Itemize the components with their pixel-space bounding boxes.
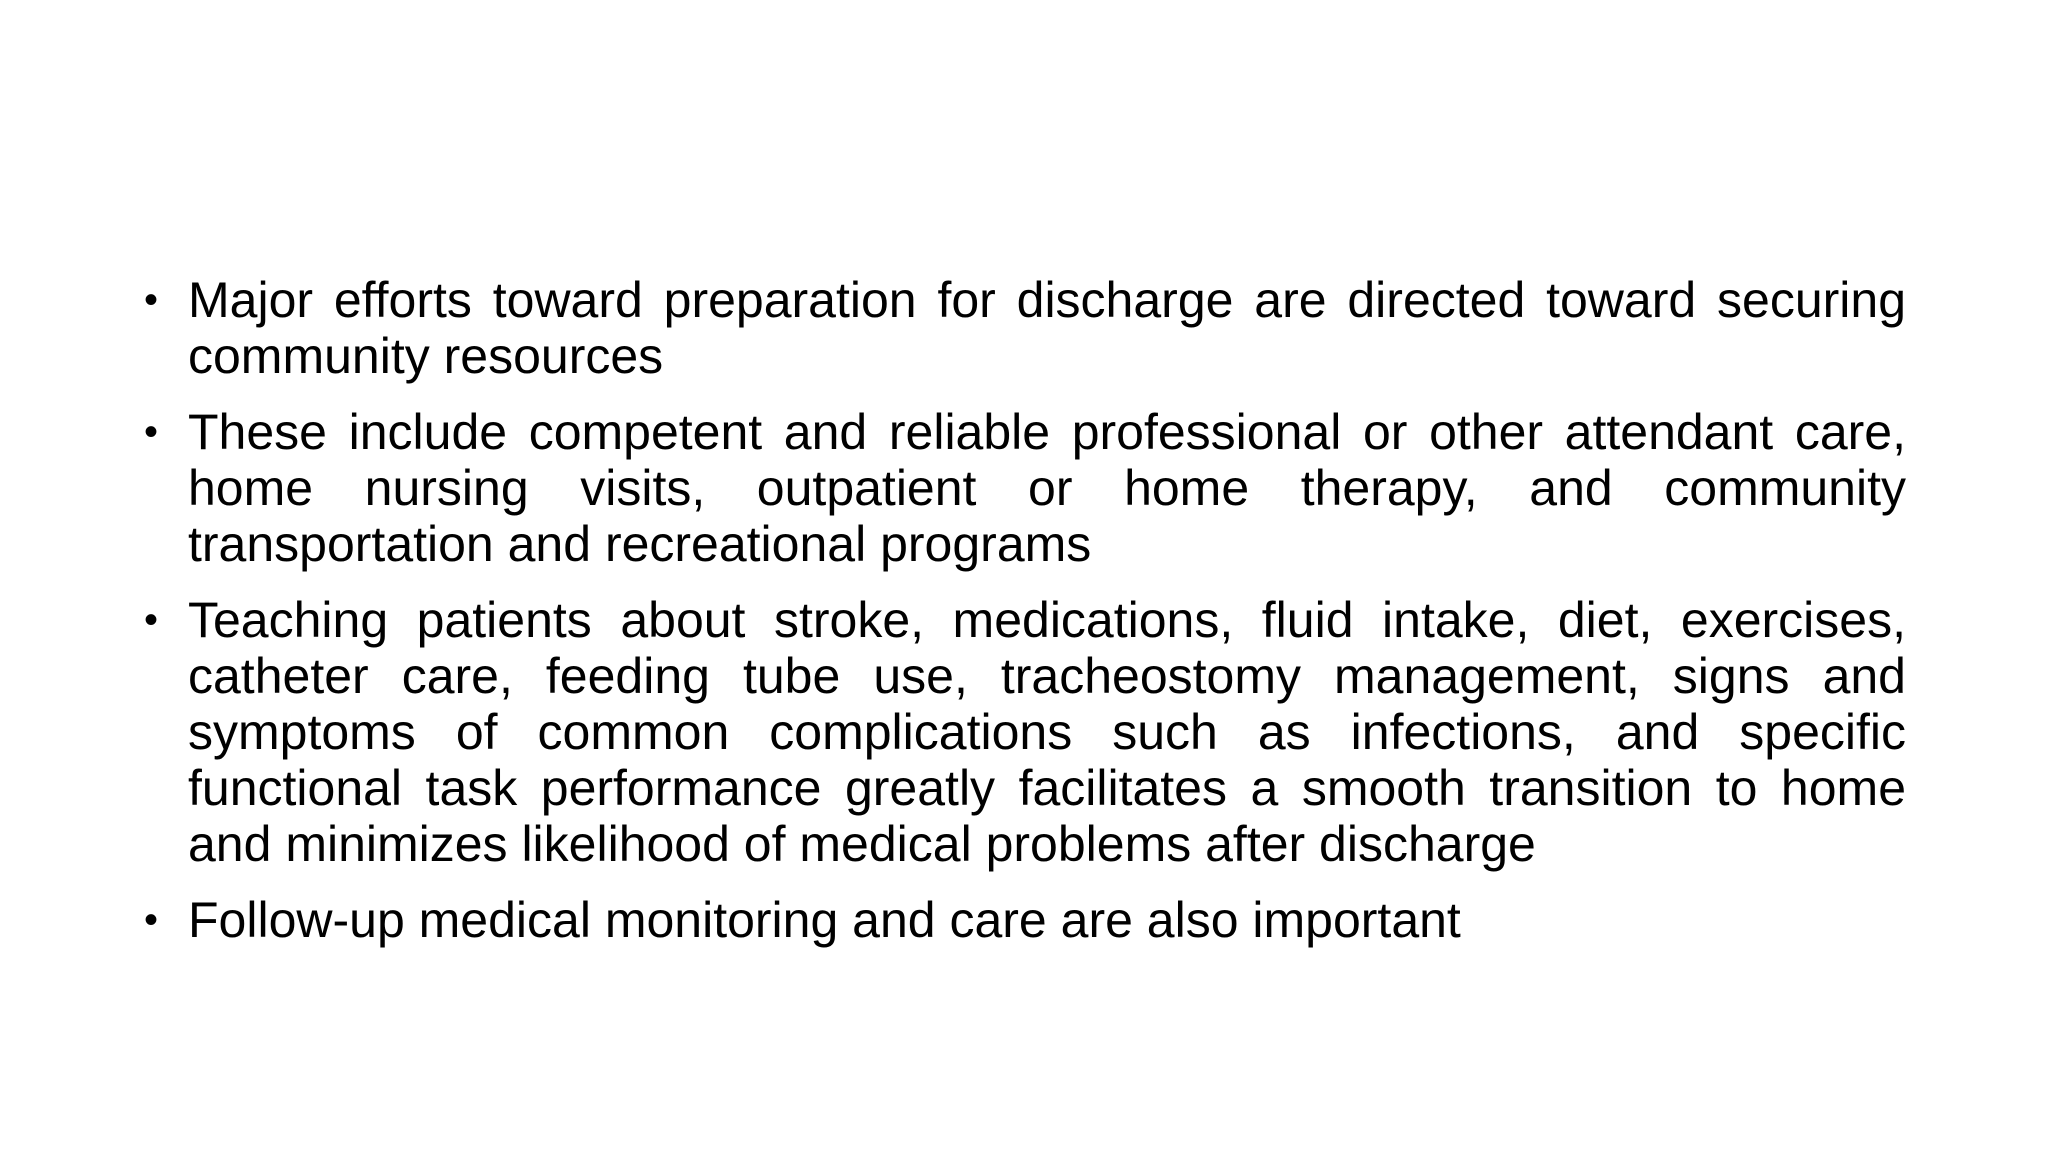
bullet-dot-icon: •	[144, 898, 159, 942]
bullet-item	[144, 592, 1906, 872]
bullet-item	[144, 272, 1906, 384]
bullet-dot-icon: •	[144, 410, 159, 454]
bullet-dot-icon: •	[144, 278, 159, 322]
bullet-text: These include competent and reliable professional or other attendant care, home nursing visits, outpatient or home therapy, and community transportation and recreational programs	[188, 404, 1906, 572]
bullet-text: Teaching patients about stroke, medications, fluid intake, diet, exercises, catheter care, feeding tube use, tracheostomy management, signs and symptoms of common complications such as infections, and specific functional task performance greatly facilitates a smooth transition to home and minimizes likelihood of medical problems after discharge	[188, 592, 1906, 872]
bullet-item	[144, 892, 1906, 948]
bullet-item	[144, 404, 1906, 572]
bullet-list	[144, 272, 1906, 968]
bullet-text: Follow-up medical monitoring and care are also important	[188, 892, 1461, 948]
bullet-dot-icon: •	[144, 598, 159, 642]
bullet-text: Major efforts toward preparation for discharge are directed toward securing community resources	[188, 272, 1906, 384]
